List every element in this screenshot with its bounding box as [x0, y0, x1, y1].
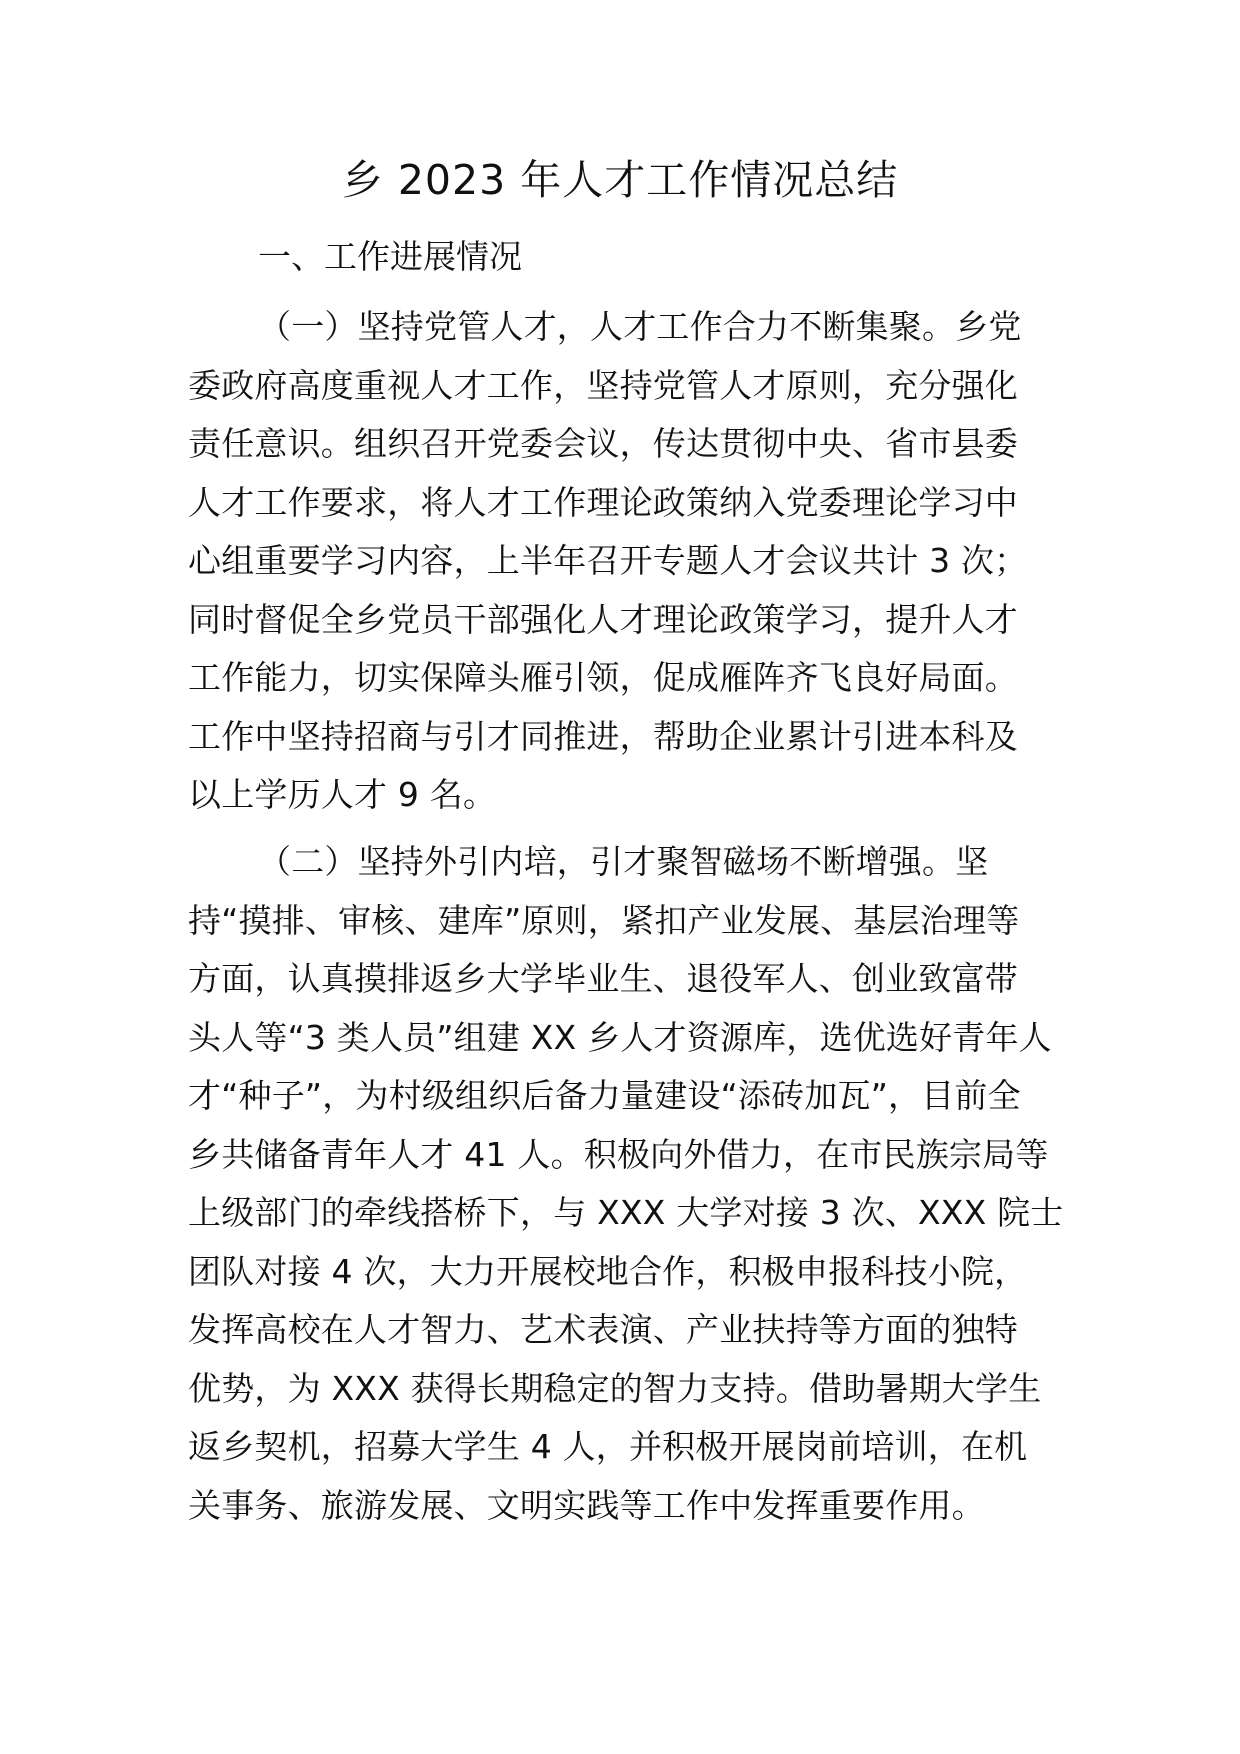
paragraph-line: 发挥高校在人才智力、艺术表演、产业扶持等方面的独特: [188, 1310, 1018, 1349]
paragraph-line: （二）坚持外引内培，引才聚智磁场不断增强。坚: [258, 842, 989, 881]
paragraph-line: 责任意识。组织召开党委会议，传达贯彻中央、省市县委: [188, 424, 1018, 463]
paragraph-line: 同时督促全乡党员干部强化人才理论政策学习，提升人才: [188, 599, 1018, 639]
paragraph-line: 方面，认真摸排返乡大学毕业生、退役军人、创业致富带: [188, 959, 1018, 998]
paragraph-line: 头人等“3 类人员”组建 XX 乡人才资源库，选优选好青年人: [188, 1017, 1052, 1057]
paragraph-line: 优势，为 XXX 获得长期稳定的智力支持。借助暑期大学生: [188, 1368, 1042, 1408]
paragraph-line: 工作能力，切实保障头雁引领，促成雁阵齐飞良好局面。: [188, 658, 1018, 697]
paragraph-line: 才“种子”，为村级组织后备力量建设“添砖加瓦”，目前全: [188, 1076, 1021, 1115]
paragraph-line: 人才工作要求，将人才工作理论政策纳入党委理论学习中: [188, 482, 1018, 522]
paragraph-line: 委政府高度重视人才工作，坚持党管人才原则，充分强化: [188, 365, 1018, 405]
paragraph-line: 上级部门的牵线搭桥下，与 XXX 大学对接 3 次、XXX 院士: [188, 1193, 1064, 1232]
paragraph-line: 持“摸排、审核、建库”原则，紧扣产业发展、基层治理等: [188, 900, 1020, 940]
section-heading: 一、工作进展情况: [258, 237, 522, 276]
paragraph-line: 返乡契机，招募大学生 4 人，并积极开展岗前培训，在机: [188, 1427, 1028, 1466]
paragraph-line: 以上学历人才 9 名。: [188, 775, 497, 814]
document-title: 乡 2023 年人才工作情况总结: [341, 156, 899, 204]
paragraph-2: [188, 833, 1064, 1535]
paragraph-line: 关事务、旅游发展、文明实践等工作中发挥重要作用。: [188, 1485, 985, 1525]
paragraph-line: 工作中坚持招商与引才同推进，帮助企业累计引进本科及: [188, 716, 1018, 756]
paragraph-line: （一）坚持党管人才，人才工作合力不断集聚。乡党: [258, 307, 1022, 346]
paragraph-line: 乡共储备青年人才 41 人。积极向外借力，在市民族宗局等: [188, 1134, 1049, 1174]
paragraph-line: 心组重要学习内容，上半年召开专题人才会议共计 3 次；: [188, 541, 1028, 580]
paragraph-1: [188, 298, 1056, 825]
paragraph-line: 团队对接 4 次，大力开展校地合作，积极申报科技小院，: [188, 1251, 1028, 1291]
